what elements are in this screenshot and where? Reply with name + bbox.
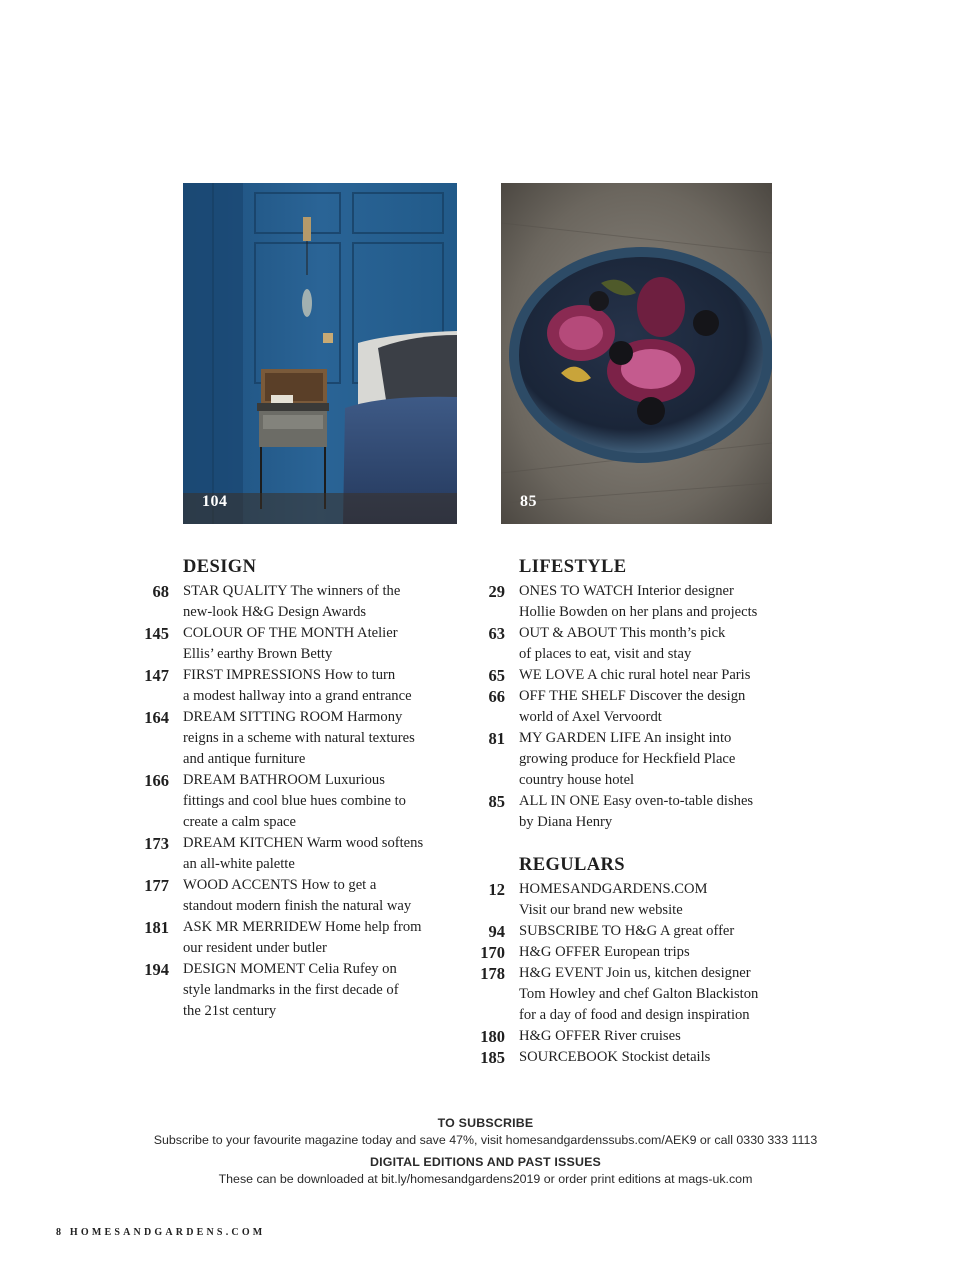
toc-entry[interactable] xyxy=(488,921,819,942)
toc-page-number: 181 xyxy=(144,918,169,937)
subscribe-heading: TO SUBSCRIBE xyxy=(437,1116,534,1130)
toc-entry-text: COLOUR OF THE MONTH Atelier Ellis’ earthy Brown Betty xyxy=(183,625,398,662)
digital-editions-text[interactable]: These can be downloaded at bit.ly/homesandgardens2019 or order print editions at mags-uk.com xyxy=(218,1172,753,1186)
toc-entry-text: ASK MR MERRIDEW Home help from our resident under butler xyxy=(183,919,422,956)
bedroom-photo xyxy=(183,183,457,524)
toc-entry-text: MY GARDEN LIFE An insight into growing produce for Heckfield Place country house hotel xyxy=(519,730,736,788)
toc-entry[interactable] xyxy=(488,581,819,623)
section-heading-regulars: REGULARS xyxy=(519,855,625,875)
digital-editions-heading: DIGITAL EDITIONS AND PAST ISSUES xyxy=(369,1155,602,1169)
toc-entry-text: ALL IN ONE Easy oven-to-table dishes by Diana Henry xyxy=(519,793,754,830)
toc-entry[interactable] xyxy=(144,770,463,833)
page-folio xyxy=(56,1227,265,1238)
toc-page-number: 81 xyxy=(488,729,505,748)
toc-entry[interactable] xyxy=(144,623,463,665)
toc-entry[interactable] xyxy=(488,686,819,728)
toc-page-number: 178 xyxy=(480,964,505,983)
folio-page-number: 8 xyxy=(56,1227,65,1238)
section-spacer xyxy=(519,833,819,854)
section-heading-design: DESIGN xyxy=(183,557,257,577)
toc-page-number: 66 xyxy=(488,687,505,706)
toc-entry[interactable] xyxy=(144,917,463,959)
toc-entry[interactable] xyxy=(488,879,819,921)
folio-site: HOMESANDGARDENS.COM xyxy=(69,1227,266,1238)
toc-entry-text: FIRST IMPRESSIONS How to turn a modest hallway into a grand entrance xyxy=(183,667,412,704)
toc-entry-text: DESIGN MOMENT Celia Rufey on style landmarks in the first decade of the 21st century xyxy=(183,961,399,1019)
toc-entry-text: H&G EVENT Join us, kitchen designer Tom Howley and chef Galton Blackiston for a day of food and design inspiration xyxy=(519,965,759,1023)
toc-page-number: 164 xyxy=(144,708,169,727)
toc-page-number: 145 xyxy=(144,624,169,643)
toc-page-number: 63 xyxy=(488,624,505,643)
toc-page-number: 65 xyxy=(488,666,505,685)
photo-page-number: 85 xyxy=(520,493,537,510)
toc-entry[interactable] xyxy=(488,728,819,791)
toc-entry[interactable] xyxy=(480,1047,819,1068)
toc-page-number: 194 xyxy=(144,960,169,979)
toc-entry[interactable] xyxy=(144,959,463,1022)
section-heading-lifestyle: LIFESTYLE xyxy=(519,557,627,577)
toc-entry-text: WE LOVE A chic rural hotel near Paris xyxy=(519,667,751,683)
lifestyle-regulars-column xyxy=(480,556,819,1068)
toc-entry-text: HOMESANDGARDENS.COM Visit our brand new website xyxy=(519,881,708,918)
subscribe-text[interactable]: Subscribe to your favourite magazine today and save 47%, visit homesandgardenssubs.com/AEK9 or call 0330 333 1113 xyxy=(153,1133,818,1147)
toc-page-number: 12 xyxy=(488,880,505,899)
toc-page-number: 180 xyxy=(480,1027,505,1046)
toc-entry[interactable] xyxy=(488,623,819,665)
design-section xyxy=(144,556,463,1022)
toc-entry-text: OFF THE SHELF Discover the design world of Axel Vervoordt xyxy=(519,688,746,725)
toc-entry-text: STAR QUALITY The winners of the new-look H&G Design Awards xyxy=(183,583,401,620)
toc-entry-text: DREAM KITCHEN Warm wood softens an all-white palette xyxy=(183,835,424,872)
toc-entry[interactable] xyxy=(144,707,463,770)
toc-entry-text: SUBSCRIBE TO H&G A great offer xyxy=(519,923,735,939)
toc-entry[interactable] xyxy=(152,581,463,623)
toc-entry-text: H&G OFFER European trips xyxy=(519,944,690,960)
toc-entry[interactable] xyxy=(480,963,819,1026)
toc-entry[interactable] xyxy=(144,833,463,875)
toc-entry[interactable] xyxy=(144,665,463,707)
toc-page-number: 68 xyxy=(152,582,169,601)
food-photo xyxy=(501,183,772,524)
toc-page-number: 166 xyxy=(144,771,169,790)
toc-page-number: 185 xyxy=(480,1048,505,1067)
toc-entry-text: SOURCEBOOK Stockist details xyxy=(519,1049,711,1065)
toc-entry[interactable] xyxy=(144,875,463,917)
toc-entry[interactable] xyxy=(480,1026,819,1047)
toc-entry-text: H&G OFFER River cruises xyxy=(519,1028,681,1044)
toc-page-number: 94 xyxy=(488,922,505,941)
toc-page-number: 85 xyxy=(488,792,505,811)
bedroom-illustration xyxy=(183,183,457,524)
toc-entry[interactable] xyxy=(480,942,819,963)
toc-page-number: 170 xyxy=(480,943,505,962)
toc-page-number: 173 xyxy=(144,834,169,853)
photo-page-number: 104 xyxy=(202,493,228,510)
toc-entry[interactable] xyxy=(488,665,819,686)
toc-page-number: 29 xyxy=(488,582,505,601)
toc-entry-text: ONES TO WATCH Interior designer Hollie Bowden on her plans and projects xyxy=(519,583,758,620)
toc-entry-text: WOOD ACCENTS How to get a standout modern finish the natural way xyxy=(183,877,412,914)
food-bowl-illustration xyxy=(501,183,772,524)
toc-entry-text: DREAM SITTING ROOM Harmony reigns in a scheme with natural textures and antique furniture xyxy=(183,709,415,767)
toc-entry[interactable] xyxy=(488,791,819,833)
toc-entry-text: DREAM BATHROOM Luxurious fittings and cool blue hues combine to create a calm space xyxy=(183,772,406,830)
toc-page-number: 147 xyxy=(144,666,169,685)
toc-page-number: 177 xyxy=(144,876,169,895)
toc-entry-text: OUT & ABOUT This month’s pick of places to eat, visit and stay xyxy=(519,625,726,662)
